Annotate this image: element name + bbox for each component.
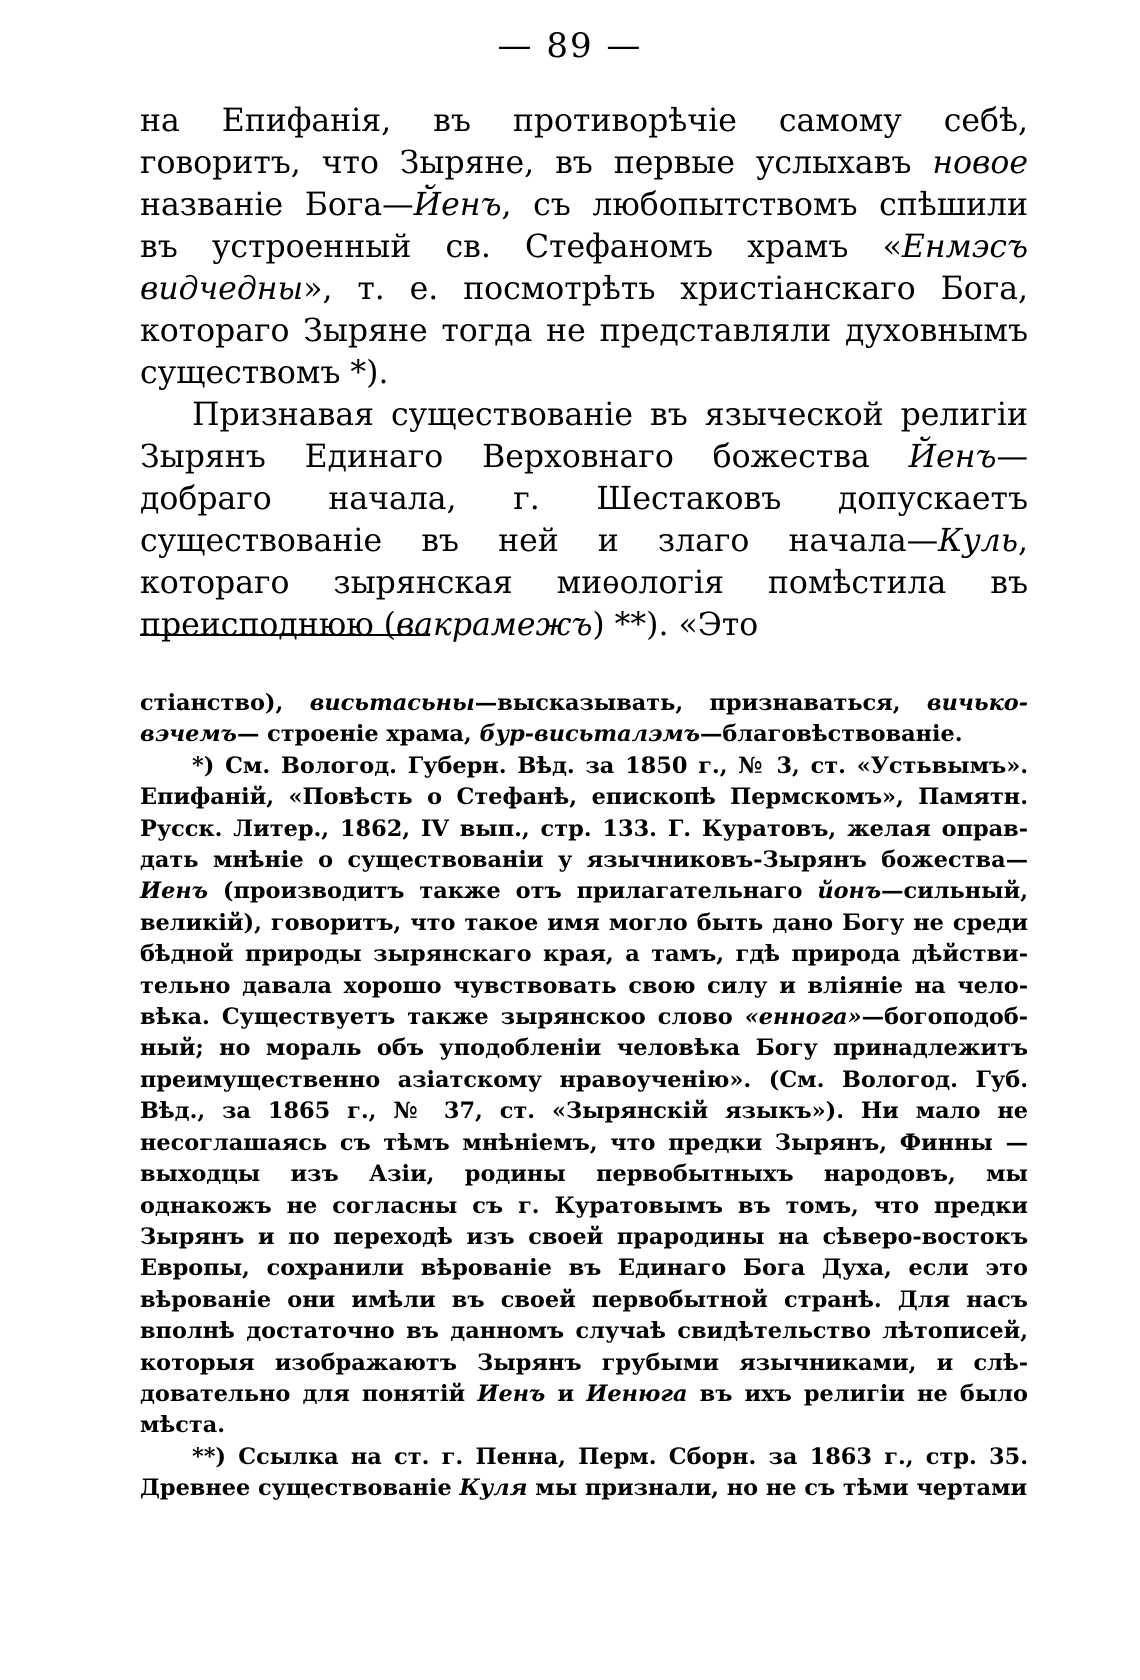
- italic-term: Иенъ: [140, 878, 209, 905]
- paragraph-2: [140, 394, 1028, 646]
- footnote-1: [140, 751, 1028, 1442]
- italic-term: Иенъ: [477, 1380, 546, 1407]
- main-text: [140, 100, 1028, 646]
- italic-term: вакрамежъ: [395, 607, 593, 643]
- text-run: , съ любопытствомъ спѣшили въ устроенный св. Стефаномъ храмъ «: [140, 187, 1028, 265]
- paragraph-1: [140, 100, 1028, 394]
- italic-term: висьтасьны: [309, 690, 475, 716]
- text-run: стіанство),: [140, 690, 310, 716]
- text-run: —высказывать, признаваться,: [474, 690, 927, 716]
- text-run: — строеніе храма,: [236, 721, 480, 748]
- italic-term: «еннога»: [744, 1004, 862, 1031]
- text-run: —добраго начала, г. Шестаковъ допускаетъ существованіе въ ней и злаго начала—: [140, 439, 1028, 559]
- italic-term: Йенъ: [413, 187, 502, 223]
- text-run: и: [545, 1380, 587, 1407]
- text-run: (производитъ также отъ прилагательнаго: [208, 878, 818, 905]
- footnote-2: [140, 1442, 1028, 1505]
- footnote-divider: [140, 634, 430, 636]
- italic-term: Иенюга: [586, 1380, 688, 1407]
- text-run: названіе Бога—: [140, 187, 414, 223]
- italic-term: бур-висьталэмъ: [479, 721, 700, 748]
- italic-term: Йенъ: [908, 439, 997, 475]
- text-run: *) См. Вологод. Губерн. Вѣд. за 1850 г., № 3, ст. «Устьвымъ». Епифаній, «Повѣсть о Стефанѣ, епископѣ Пермскомъ», Памятн. Русск. Литер., 1862, IV вып., стр. 133. Г. Куратовъ, желая оправдать мнѣніе о существованіи у язычниковъ-Зырянъ божества—: [140, 752, 1028, 874]
- text-run: на Епифанія, въ противорѣчіе самому себѣ, говоритъ, что Зыряне, въ первые услыхавъ: [140, 103, 1028, 181]
- text-run: въ ихъ религіи не было мѣста.: [140, 1380, 1028, 1439]
- footnotes: [140, 688, 1028, 1505]
- text-run: **) Ссылка на ст. г. Пенна, Перм. Сборн. за 1863 г., стр. 35. Древнее существованіе: [140, 1443, 1028, 1502]
- text-run: ) **). «Это: [592, 607, 759, 643]
- italic-term: новое: [932, 145, 1028, 181]
- footnote-continuation: [140, 688, 1028, 751]
- text-run: », т. е. посмотрѣть христіанскаго Бога, котораго Зыряне тогда не представляли духовнымъ существомъ *).: [140, 271, 1028, 391]
- text-run: —благовѣствованіе.: [700, 721, 963, 748]
- italic-term: Куль: [938, 523, 1018, 559]
- italic-term: Енмэсъ видчедны: [140, 229, 1028, 307]
- italic-term: йонъ: [817, 878, 882, 905]
- text-run: —сильный, великій), говоритъ, что такое имя могло быть дано Богу не среди бѣдной природы зырянскаго края, а тамъ, гдѣ природа дѣйствительно давала хорошо чувствовать свою силу и вліяніе на человѣка. Существуетъ также зырянскоо слово: [140, 878, 1028, 1031]
- italic-term: вичько-вэчемъ: [140, 690, 1029, 748]
- italic-term: Куля: [459, 1475, 528, 1502]
- text-run: —богоподобный; но мораль объ уподобленіи человѣка Богу принадлежитъ преимущественно азіатскому нравоученію». (См. Вологод. Губ. Вѣд., за 1865 г., № 37, ст. «Зырянскій языкъ»). Ни мало не несоглашаясь съ тѣмъ мнѣніемъ, что предки Зырянъ, Финны — выходцы изъ Азіи, родины первобытныхъ народовъ, мы однакожъ не согласны съ г. Куратовымъ въ томъ, что предки Зырянъ и по переходѣ изъ своей прародины на сѣверо-востокъ Европы, сохранили вѣрованіе въ Единаго Бога Духа, если это вѣрованіе они имѣли въ своей первобытной странѣ. Для насъ вполнѣ достаточно въ данномъ случаѣ свидѣтельство лѣтописей, которыя изображаютъ Зырянъ грубыми язычниками, и слѣдовательно для понятій: [140, 1004, 1028, 1407]
- text-run: , котораго зырянская миѳологія помѣстила въ преисподнюю (: [140, 523, 1028, 643]
- text-run: мы признали, но не съ тѣми чертами: [527, 1475, 1028, 1502]
- page-number: — 89 —: [497, 26, 643, 66]
- text-run: Признавая существованіе въ языческой религіи Зырянъ Единаго Верховнаго божества: [140, 397, 1028, 475]
